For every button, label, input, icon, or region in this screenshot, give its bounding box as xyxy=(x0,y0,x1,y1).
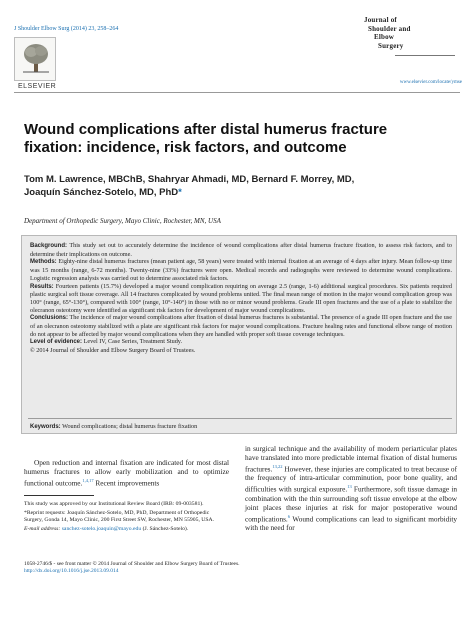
section-text: Fourteen patients (15.7%) developed a major wound complication requiring on average 2.5 (range, 1-6) additional surgical procedures. Six patients required plastic surgical soft tissue coverage. All 14 fractures complicated by wound problems united. The final mean range of motion in the major wound complication group was 100° (range, 65°-130°), compared with 100° (range, 10°-140°) in those with no or minor wound problems. Grade III open fractures and the use of a plate to stabilize the olecranon osteotomy were identified as significant risk factors for development of major wound complications. xyxy=(30,282,453,314)
affiliation: Department of Orthopedic Surgery, Mayo Clinic, Rochester, MN, USA xyxy=(24,217,221,225)
section-text: Eighty-nine distal humerus fractures (mean patient age, 58 years) were treated with internal fixation at an average of 4 days after injury. Mean follow-up time was 15 months (range, 6-72 months). Twenty-nine (33%) fractures were open. Medical records and radiographs were reviewed to determine wound complications. Logistic regression analysis was carried out to determine associated risk factors. xyxy=(30,258,452,282)
copyright-line: © 2014 Journal of Shoulder and Elbow Surgery Board of Trustees. xyxy=(30,347,196,355)
header-divider xyxy=(14,92,460,93)
footnotes xyxy=(24,501,229,535)
body-intro-right xyxy=(245,444,457,532)
email-link[interactable]: sanchez-sotelo.joaquin@mayo.edu xyxy=(61,526,142,532)
doi-link[interactable]: http://dx.doi.org/10.1016/j.jse.2013.09.014 xyxy=(24,568,119,574)
footnote-divider xyxy=(24,495,94,496)
abstract-text xyxy=(30,242,452,355)
elsevier-logo xyxy=(14,37,56,81)
keywords-line xyxy=(30,423,197,430)
abstract-conclusions xyxy=(30,314,452,338)
issn-line: 1058-2746/$ - see front matter © 2014 Journal of Shoulder and Elbow Surgery Board of Trustees. xyxy=(24,561,240,567)
section-label: Background: xyxy=(30,243,68,249)
keywords-label: Keywords: xyxy=(30,424,61,430)
journal-logo-line: Surgery xyxy=(378,41,404,50)
section-text: This study set out to accurately determine the incidence of wound complications after distal humerus fracture fixation, to assess risk factors, and to determine their implications on outcome. xyxy=(30,242,452,258)
body-text: in surgical technique and the availability of modern periarticular plates have translated into more predictable internal fixation of distal humerus fractures. xyxy=(245,444,457,474)
citation-ref[interactable]: 13 xyxy=(347,484,352,490)
abstract-box xyxy=(21,235,457,434)
section-text: Level IV, Case Series, Treatment Study. xyxy=(83,338,183,346)
section-label: Methods: xyxy=(30,259,57,266)
journal-url-link[interactable]: www.elsevier.com/locate/ymse xyxy=(399,80,462,85)
tree-icon xyxy=(21,42,51,74)
authors-line: Tom M. Lawrence, MBChB, Shahryar Ahmadi, MD, Bernard F. Morrey, MD, xyxy=(24,174,355,185)
citation-ref[interactable]: 1,4,17 xyxy=(82,478,94,483)
email-suffix: (J. Sánchez-Sotelo). xyxy=(141,526,189,532)
front-matter-info xyxy=(24,561,444,575)
citation-ref[interactable]: 6 xyxy=(287,513,291,519)
publisher-name: ELSEVIER xyxy=(18,83,57,90)
journal-logo-line: Journal of xyxy=(364,16,397,24)
article-title: Wound complications after distal humerus fracture fixation: incidence, risk factors, and outcome xyxy=(24,121,388,156)
section-text: The incidence of major wound complications after fixation of distal humerus fractures is substantial. The presence of a grade III open fracture and the use of an olecranon osteotomy stabilized with a plate are significant risk factors for major wound complications. Fracture healing rates and functional elbow range of motion do not appear to be affected by major wound complications when they are handled with proper soft tissue coverage techniques. xyxy=(30,314,453,338)
journal-logo-line: Elbow xyxy=(374,33,395,41)
citation-ref[interactable]: 13,22 xyxy=(272,464,283,469)
section-label: Results: xyxy=(30,283,54,290)
journal-citation: J Shoulder Elbow Surg (2014) 23, 258–264 xyxy=(14,26,119,32)
body-text: Recent improvements xyxy=(93,478,160,488)
abstract-level xyxy=(30,338,452,347)
journal-cover-divider xyxy=(395,55,455,77)
authors-line: Joaquín Sánchez-Sotelo, MD, PhD xyxy=(24,186,179,198)
journal-logo xyxy=(364,16,456,50)
email-label: E-mail address: xyxy=(24,526,62,532)
keywords-divider xyxy=(28,418,452,419)
reprint-note: *Reprint requests: Joaquín Sánchez-Sotelo, MD, PhD, Department of Orthopedic Surgery, Gonda 14, Mayo Clinic, 200 First Street SW, Rochester, MN 55905, USA. xyxy=(24,510,215,523)
body-text: Wound complications can lead to significant morbidity with the need for xyxy=(245,514,457,533)
abstract-results xyxy=(30,283,452,315)
section-label: Conclusions: xyxy=(30,315,69,322)
body-text: Open reduction and internal fixation are indicated for most distal humerus fractures to allow early mobilization and to optimize functional outcome. xyxy=(24,458,229,488)
author-list xyxy=(24,174,444,199)
irb-note: This study was approved by our Institutional Review Board (IRB: 09-003581). xyxy=(24,501,204,507)
body-text: However, these injuries are complicated to treat because of the frequency of intra-articular comminution, poor bone quality, and difficulties with surgical exposure. xyxy=(245,464,457,494)
abstract-methods xyxy=(30,258,452,282)
section-label: Level of evidence: xyxy=(30,339,83,346)
authors-line-2 xyxy=(24,187,444,200)
body-text: Furthermore, soft tissue damage in combination with the thin surrounding soft tissue envelope at the elbow joint places these injuries at risk for major postoperative wound complications. xyxy=(245,484,457,524)
keywords-text: Wound complications; distal humerus fracture fixation xyxy=(62,423,198,430)
corresponding-author-mark[interactable]: * xyxy=(178,186,182,198)
body-intro-left xyxy=(24,458,229,487)
journal-logo-line: Shoulder and xyxy=(368,24,411,33)
email-note xyxy=(24,526,229,533)
abstract-background xyxy=(30,242,452,258)
